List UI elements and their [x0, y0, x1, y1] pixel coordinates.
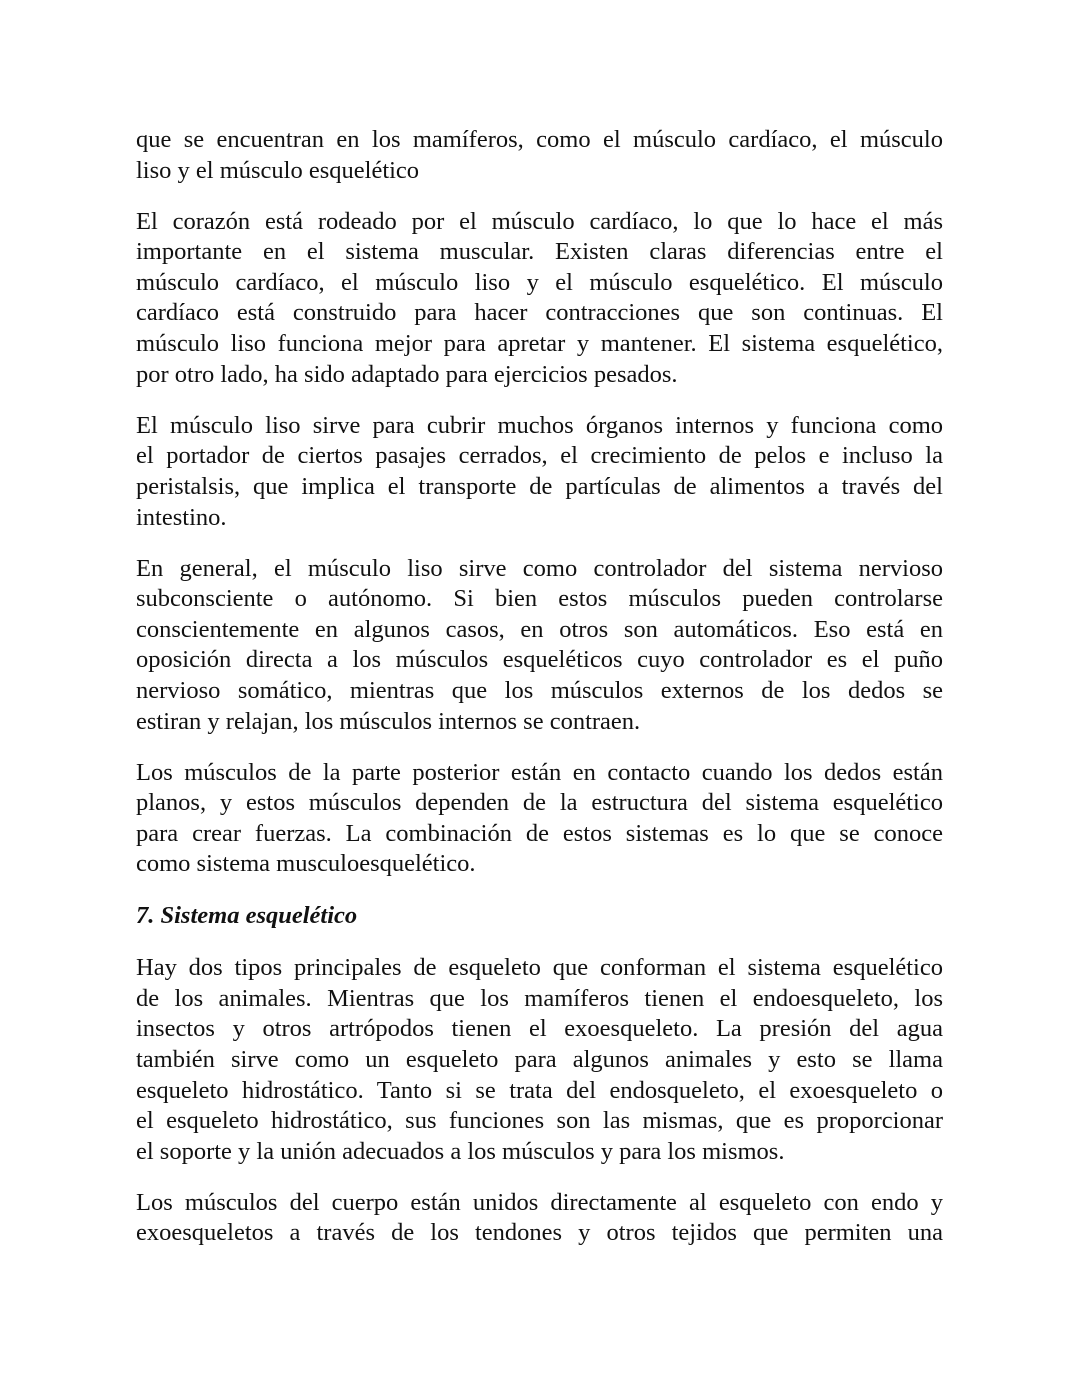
text-line: subconsciente o autónomo. Si bien estos músculos pueden controlarse	[136, 585, 943, 613]
text-line: músculo cardíaco, el músculo liso y el músculo esquelético. El músculo	[136, 268, 943, 296]
text-line: oposición directa a los músculos esqueléticos cuyo controlador es el puño	[136, 646, 943, 674]
text-line: Hay dos tipos principales de esqueleto que conforman el sistema esquelético	[136, 954, 943, 982]
text-line: liso y el músculo esquelético	[136, 156, 420, 184]
section-heading: 7. Sistema esquelético	[136, 901, 358, 929]
text-line: estiran y relajan, los músculos internos se contraen.	[136, 707, 641, 735]
paragraph	[136, 411, 943, 533]
text-line: esqueleto hidrostático. Tanto si se trata del endosqueleto, el exoesqueleto o	[136, 1076, 943, 1104]
paragraph	[136, 953, 943, 1167]
text-line: insectos y otros artrópodos tienen el exoesqueleto. La presión del agua	[136, 1015, 943, 1043]
text-line: de los animales. Mientras que los mamíferos tienen el endoesqueleto, los	[136, 984, 943, 1012]
text-line: músculo liso funciona mejor para apretar y mantener. El sistema esquelético,	[136, 330, 943, 358]
text-line: como sistema musculoesquelético.	[136, 850, 476, 878]
text-line: Los músculos de la parte posterior están en contacto cuando los dedos están	[136, 758, 943, 786]
paragraph	[136, 554, 943, 738]
text-line: exoesqueletos a través de los tendones y otros tejidos que permiten una	[136, 1219, 943, 1247]
text-line: el esqueleto hidrostático, sus funciones son las mismas, que es proporcionar	[136, 1107, 943, 1135]
text-line: que se encuentran en los mamíferos, como el músculo cardíaco, el músculo	[136, 126, 943, 153]
text-line: el portador de ciertos pasajes cerrados, el crecimiento de pelos e incluso la	[136, 442, 943, 470]
text-line: para crear fuerzas. La combinación de estos sistemas es lo que se conoce	[136, 819, 943, 847]
paragraph	[136, 758, 943, 880]
paragraph	[136, 1188, 943, 1249]
text-line: el soporte y la unión adecuados a los músculos y para los mismos.	[136, 1137, 785, 1165]
text-line: también sirve como un esqueleto para algunos animales y esto se llama	[136, 1045, 943, 1073]
text-line: importante en el sistema muscular. Existen claras diferencias entre el	[136, 238, 943, 266]
text-line: conscientemente en algunos casos, en otros son automáticos. Eso está en	[136, 615, 943, 643]
paragraph	[136, 125, 943, 186]
text-line: Los músculos del cuerpo están unidos directamente al esqueleto con endo y	[136, 1188, 943, 1216]
text-line: cardíaco está construido para hacer contracciones que son continuas. El	[136, 299, 943, 327]
text-line: intestino.	[136, 503, 227, 531]
text-line: peristalsis, que implica el transporte de partículas de alimentos a través del	[136, 472, 943, 500]
text-line: El corazón está rodeado por el músculo cardíaco, lo que lo hace el más	[136, 207, 943, 235]
text-line: El músculo liso sirve para cubrir muchos órganos internos y funciona como	[136, 411, 943, 439]
text-line: En general, el músculo liso sirve como controlador del sistema nervioso	[136, 554, 943, 582]
text-line: planos, y estos músculos dependen de la estructura del sistema esquelético	[136, 789, 943, 817]
paragraph	[136, 207, 943, 391]
text-line: por otro lado, ha sido adaptado para ejercicios pesados.	[136, 360, 678, 388]
document-page	[136, 125, 943, 1270]
text-line: nervioso somático, mientras que los músculos externos de los dedos se	[136, 677, 943, 704]
